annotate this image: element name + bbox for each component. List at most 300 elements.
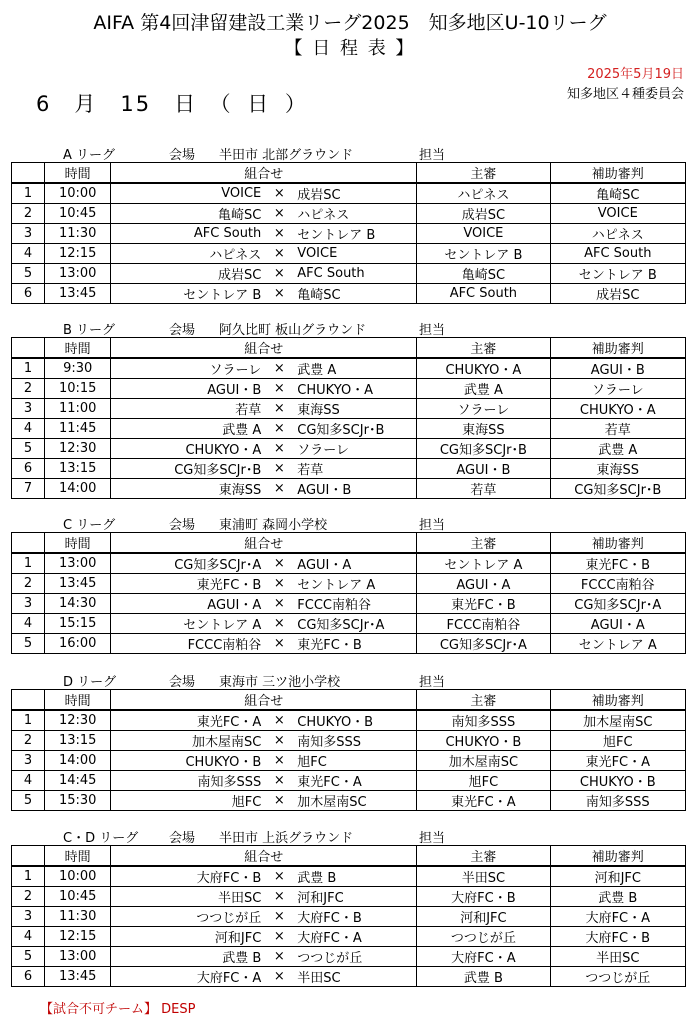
match-pairing — [111, 553, 417, 574]
match-pairing — [111, 771, 417, 791]
table-row — [12, 887, 686, 907]
assistant-team: 大府FC・B — [550, 927, 685, 947]
league-section — [11, 143, 686, 304]
match-time: 10:00 — [45, 183, 111, 204]
table-row — [12, 771, 686, 791]
match-number: 5 — [12, 947, 45, 967]
referee-team: セントレア B — [417, 244, 550, 264]
match-pairing — [111, 439, 417, 459]
table-row — [12, 224, 686, 244]
venue-label: 会場 — [169, 675, 196, 690]
referee-team: つつじが丘 — [417, 927, 550, 947]
assistant-team: 旭FC — [550, 731, 685, 751]
match-number: 2 — [12, 887, 45, 907]
table-row — [12, 907, 686, 927]
no-header — [12, 163, 45, 184]
match-number: 6 — [12, 459, 45, 479]
home-team: 武豊 A — [222, 423, 262, 438]
no-header — [12, 846, 45, 867]
versus-mark: × — [273, 596, 285, 611]
home-team: 南知多SSS — [197, 775, 262, 790]
away-team: AGUI・A — [297, 558, 352, 573]
schedule-table — [11, 532, 686, 654]
match-number: 5 — [12, 791, 45, 811]
venue-label: 会場 — [169, 518, 196, 533]
table-row — [12, 204, 686, 224]
referee-team: 東光FC・A — [417, 791, 550, 811]
match-pairing — [111, 183, 417, 204]
match-time: 15:30 — [45, 791, 111, 811]
versus-mark: × — [273, 421, 285, 436]
assistant-team: 成岩SC — [550, 284, 685, 304]
match-number: 4 — [12, 419, 45, 439]
away-team: VOICE — [297, 246, 338, 261]
referee-team: 東光FC・B — [417, 594, 550, 614]
home-team: セントレア A — [183, 618, 262, 633]
away-team: 成岩SC — [297, 188, 341, 203]
match-number: 3 — [12, 399, 45, 419]
versus-mark: × — [273, 401, 285, 416]
assistant-team: CG知多SCJr･B — [550, 479, 685, 499]
match-time: 16:00 — [45, 634, 111, 654]
referee-team: CG知多SCJr･A — [417, 634, 550, 654]
table-row — [12, 358, 686, 379]
assistant-header: 補助審判 — [550, 846, 685, 867]
away-team: CG知多SCJr･B — [297, 423, 385, 438]
venue-label: 会場 — [169, 148, 196, 163]
home-team: 加木屋南SC — [191, 735, 262, 750]
match-number: 3 — [12, 751, 45, 771]
match-pairing — [111, 399, 417, 419]
league-header — [11, 318, 686, 337]
match-pairing — [111, 224, 417, 244]
assistant-team: AFC South — [550, 244, 685, 264]
referee-team: CHUKYO・A — [417, 358, 550, 379]
match-time: 13:15 — [45, 731, 111, 751]
table-row — [12, 553, 686, 574]
venue-name: 阿久比町 板山グラウンド — [219, 323, 367, 338]
away-team: FCCC南粕谷 — [297, 598, 371, 613]
table-row — [12, 439, 686, 459]
referee-team: CG知多SCJr･B — [417, 439, 550, 459]
match-pairing — [111, 710, 417, 731]
league-name: B リーグ — [63, 323, 116, 338]
versus-mark: × — [273, 266, 285, 281]
match-pairing — [111, 751, 417, 771]
league-venue — [169, 514, 327, 533]
away-team: 南知多SSS — [297, 735, 362, 750]
match-time: 10:45 — [45, 204, 111, 224]
unavailable-teams-label: 【試合不可チーム】 — [40, 1002, 158, 1017]
referee-header: 主審 — [417, 846, 550, 867]
match-number: 4 — [12, 614, 45, 634]
home-team: 旭FC — [231, 795, 262, 810]
away-team: 河和JFC — [297, 891, 344, 906]
match-time: 11:00 — [45, 399, 111, 419]
assistant-team: VOICE — [550, 204, 685, 224]
versus-mark: × — [273, 361, 285, 376]
versus-mark: × — [273, 616, 285, 631]
table-header-row — [12, 690, 686, 711]
match-pairing — [111, 731, 417, 751]
match-pairing — [111, 574, 417, 594]
home-team: AGUI・B — [207, 383, 262, 398]
home-team: 半田SC — [217, 891, 262, 906]
match-number: 1 — [12, 553, 45, 574]
versus-mark: × — [273, 793, 285, 808]
match-number: 3 — [12, 224, 45, 244]
home-team: 東光FC・B — [196, 578, 262, 593]
time-header: 時間 — [45, 533, 111, 554]
away-team: 若草 — [297, 463, 324, 478]
home-team: CG知多SCJr･A — [174, 558, 262, 573]
table-row — [12, 459, 686, 479]
league-section — [11, 670, 686, 811]
table-row — [12, 927, 686, 947]
versus-mark: × — [273, 286, 285, 301]
versus-mark: × — [273, 576, 285, 591]
league-venue — [169, 671, 340, 690]
league-venue — [169, 827, 353, 846]
home-team: ソラーレ — [209, 363, 262, 378]
home-team: FCCC南粕谷 — [187, 638, 262, 653]
assistant-team: つつじが丘 — [550, 967, 685, 987]
referee-team: 武豊 A — [417, 379, 550, 399]
assistant-team: 若草 — [550, 419, 685, 439]
table-row — [12, 479, 686, 499]
referee-team: 半田SC — [417, 866, 550, 887]
match-time: 13:45 — [45, 574, 111, 594]
match-time: 12:15 — [45, 927, 111, 947]
home-team: 成岩SC — [217, 268, 262, 283]
league-venue — [169, 319, 366, 338]
league-header — [11, 670, 686, 689]
venue-label: 会場 — [169, 831, 196, 846]
versus-mark: × — [273, 889, 285, 904]
match-number: 4 — [12, 927, 45, 947]
time-header: 時間 — [45, 163, 111, 184]
match-time: 11:30 — [45, 907, 111, 927]
table-row — [12, 967, 686, 987]
match-time: 14:45 — [45, 771, 111, 791]
versus-mark: × — [273, 481, 285, 496]
charge-label: 担当 — [419, 148, 446, 163]
table-row — [12, 710, 686, 731]
referee-team: 成岩SC — [417, 204, 550, 224]
away-team: 半田SC — [297, 971, 341, 986]
match-time: 10:45 — [45, 887, 111, 907]
match-pairing — [111, 791, 417, 811]
home-team: CHUKYO・B — [185, 755, 262, 770]
league-venue — [169, 144, 353, 163]
table-row — [12, 731, 686, 751]
match-pairing — [111, 479, 417, 499]
referee-team: 河和JFC — [417, 907, 550, 927]
referee-team: 武豊 B — [417, 967, 550, 987]
match-time: 15:15 — [45, 614, 111, 634]
versus-mark: × — [273, 381, 285, 396]
assistant-team: 河和JFC — [550, 866, 685, 887]
versus-mark: × — [273, 246, 285, 261]
match-time: 12:15 — [45, 244, 111, 264]
assistant-header: 補助審判 — [550, 163, 685, 184]
time-header: 時間 — [45, 690, 111, 711]
versus-mark: × — [273, 969, 285, 984]
match-number: 5 — [12, 264, 45, 284]
away-team: CG知多SCJr･A — [297, 618, 385, 633]
versus-mark: × — [273, 441, 285, 456]
assistant-team: CG知多SCJr･A — [550, 594, 685, 614]
assistant-team: 武豊 A — [550, 439, 685, 459]
league-header — [11, 826, 686, 845]
match-pairing — [111, 594, 417, 614]
home-team: AFC South — [193, 226, 262, 241]
home-team: 亀崎SC — [217, 208, 262, 223]
match-time: 13:15 — [45, 459, 111, 479]
home-team: 若草 — [235, 403, 262, 418]
assistant-team: 半田SC — [550, 947, 685, 967]
league-name: A リーグ — [63, 148, 116, 163]
referee-team: 大府FC・A — [417, 947, 550, 967]
assistant-team: AGUI・A — [550, 614, 685, 634]
assistant-header: 補助審判 — [550, 533, 685, 554]
referee-team: ハピネス — [417, 183, 550, 204]
home-team: 東海SS — [218, 483, 262, 498]
league-header — [11, 513, 686, 532]
match-pairing — [111, 967, 417, 987]
referee-team: FCCC南粕谷 — [417, 614, 550, 634]
referee-team: セントレア A — [417, 553, 550, 574]
table-header-row — [12, 163, 686, 184]
assistant-team: ハピネス — [550, 224, 685, 244]
match-header: 組合せ — [111, 533, 417, 554]
match-number: 7 — [12, 479, 45, 499]
schedule-table — [11, 689, 686, 811]
league-section — [11, 318, 686, 499]
home-team: つつじが丘 — [196, 911, 262, 926]
match-number: 1 — [12, 866, 45, 887]
match-date: 6 月 15 日 （ 日 ） — [36, 92, 308, 116]
match-number: 1 — [12, 183, 45, 204]
table-row — [12, 574, 686, 594]
away-team: 東光FC・A — [297, 775, 362, 790]
committee-name: 知多地区４種委員会 — [566, 87, 684, 102]
away-team: 東海SS — [297, 403, 340, 418]
versus-mark: × — [273, 636, 285, 651]
match-number: 2 — [12, 574, 45, 594]
match-header: 組合せ — [111, 163, 417, 184]
away-team: 亀崎SC — [297, 288, 341, 303]
match-time: 12:30 — [45, 710, 111, 731]
match-time: 13:00 — [45, 947, 111, 967]
match-number: 1 — [12, 358, 45, 379]
match-time: 9:30 — [45, 358, 111, 379]
league-name: C・D リーグ — [63, 831, 139, 846]
home-team: CHUKYO・A — [185, 443, 262, 458]
assistant-team: セントレア B — [550, 264, 685, 284]
table-row — [12, 866, 686, 887]
home-team: セントレア B — [183, 288, 262, 303]
no-header — [12, 690, 45, 711]
match-number: 2 — [12, 379, 45, 399]
home-team: VOICE — [221, 186, 262, 201]
versus-mark: × — [273, 713, 285, 728]
table-row — [12, 594, 686, 614]
match-pairing — [111, 614, 417, 634]
home-team: CG知多SCJr･B — [174, 463, 262, 478]
document-subtitle: 【 日 程 表 】 — [284, 38, 416, 59]
away-team: つつじが丘 — [297, 951, 363, 966]
venue-name: 東浦町 森岡小学校 — [219, 518, 328, 533]
away-team: ソラーレ — [297, 443, 350, 458]
match-time: 10:15 — [45, 379, 111, 399]
away-team: CHUKYO・B — [297, 715, 374, 730]
versus-mark: × — [273, 733, 285, 748]
match-number: 2 — [12, 204, 45, 224]
referee-team: AGUI・A — [417, 574, 550, 594]
match-number: 3 — [12, 594, 45, 614]
home-team: 大府FC・A — [196, 971, 262, 986]
versus-mark: × — [273, 186, 285, 201]
no-header — [12, 533, 45, 554]
issue-date: 2025年5月19日 — [587, 67, 684, 82]
away-team: AGUI・B — [297, 483, 352, 498]
match-time: 11:30 — [45, 224, 111, 244]
match-pairing — [111, 204, 417, 224]
referee-team: 南知多SSS — [417, 710, 550, 731]
table-row — [12, 419, 686, 439]
time-header: 時間 — [45, 846, 111, 867]
home-team: 河和JFC — [214, 931, 262, 946]
document-title: AIFA 第4回津留建設工業リーグ2025 知多地区U-10リーグ — [93, 12, 607, 34]
match-time: 14:00 — [45, 479, 111, 499]
referee-team: AFC South — [417, 284, 550, 304]
assistant-team: ソラーレ — [550, 379, 685, 399]
versus-mark: × — [273, 773, 285, 788]
match-header: 組合せ — [111, 338, 417, 359]
referee-team: 東海SS — [417, 419, 550, 439]
away-team: 大府FC・A — [297, 931, 362, 946]
match-pairing — [111, 244, 417, 264]
match-time: 10:00 — [45, 866, 111, 887]
match-number: 2 — [12, 731, 45, 751]
referee-team: VOICE — [417, 224, 550, 244]
match-number: 4 — [12, 771, 45, 791]
unavailable-teams — [40, 998, 195, 1017]
table-row — [12, 791, 686, 811]
versus-mark: × — [273, 949, 285, 964]
referee-header: 主審 — [417, 690, 550, 711]
assistant-team: 南知多SSS — [550, 791, 685, 811]
match-pairing — [111, 284, 417, 304]
table-header-row — [12, 533, 686, 554]
assistant-team: AGUI・B — [550, 358, 685, 379]
referee-header: 主審 — [417, 163, 550, 184]
assistant-team: 亀崎SC — [550, 183, 685, 204]
away-team: AFC South — [297, 266, 365, 281]
match-pairing — [111, 264, 417, 284]
table-row — [12, 284, 686, 304]
venue-name: 半田市 上浜グラウンド — [219, 831, 354, 846]
match-pairing — [111, 887, 417, 907]
assistant-team: 武豊 B — [550, 887, 685, 907]
assistant-team: 東海SS — [550, 459, 685, 479]
league-section — [11, 826, 686, 987]
table-row — [12, 379, 686, 399]
venue-label: 会場 — [169, 323, 196, 338]
assistant-team: 東光FC・B — [550, 553, 685, 574]
assistant-team: 加木屋南SC — [550, 710, 685, 731]
charge-label: 担当 — [419, 518, 446, 533]
referee-header: 主審 — [417, 338, 550, 359]
versus-mark: × — [273, 461, 285, 476]
away-team: CHUKYO・A — [297, 383, 374, 398]
match-pairing — [111, 358, 417, 379]
away-team: 武豊 A — [297, 363, 337, 378]
table-row — [12, 244, 686, 264]
versus-mark: × — [273, 929, 285, 944]
referee-header: 主審 — [417, 533, 550, 554]
assistant-header: 補助審判 — [550, 338, 685, 359]
away-team: 大府FC・B — [297, 911, 362, 926]
home-team: ハピネス — [209, 248, 262, 263]
home-team: 東光FC・A — [196, 715, 262, 730]
versus-mark: × — [273, 753, 285, 768]
no-header — [12, 338, 45, 359]
away-team: 旭FC — [297, 755, 327, 770]
home-team: 大府FC・B — [196, 871, 262, 886]
versus-mark: × — [273, 869, 285, 884]
table-row — [12, 634, 686, 654]
away-team: ハピネス — [297, 208, 350, 223]
match-time: 13:00 — [45, 264, 111, 284]
match-pairing — [111, 634, 417, 654]
referee-team: 加木屋南SC — [417, 751, 550, 771]
time-header: 時間 — [45, 338, 111, 359]
charge-label: 担当 — [419, 831, 446, 846]
away-team: 加木屋南SC — [297, 795, 367, 810]
match-header: 組合せ — [111, 846, 417, 867]
league-name: D リーグ — [63, 675, 117, 690]
table-header-row — [12, 846, 686, 867]
versus-mark: × — [273, 226, 285, 241]
table-row — [12, 183, 686, 204]
match-number: 3 — [12, 907, 45, 927]
referee-team: 亀崎SC — [417, 264, 550, 284]
assistant-team: CHUKYO・A — [550, 399, 685, 419]
referee-team: 旭FC — [417, 771, 550, 791]
match-time: 11:45 — [45, 419, 111, 439]
versus-mark: × — [273, 206, 285, 221]
table-row — [12, 399, 686, 419]
referee-team: AGUI・B — [417, 459, 550, 479]
away-team: セントレア A — [297, 578, 376, 593]
referee-team: CHUKYO・B — [417, 731, 550, 751]
assistant-team: セントレア A — [550, 634, 685, 654]
schedule-table — [11, 162, 686, 304]
match-pairing — [111, 907, 417, 927]
match-pairing — [111, 379, 417, 399]
match-number: 6 — [12, 284, 45, 304]
assistant-team: FCCC南粕谷 — [550, 574, 685, 594]
home-team: AGUI・A — [207, 598, 262, 613]
unavailable-teams-list: DESP — [161, 1002, 196, 1017]
assistant-team: 東光FC・A — [550, 751, 685, 771]
schedule-table — [11, 845, 686, 987]
schedule-table — [11, 337, 686, 499]
table-row — [12, 264, 686, 284]
home-team: 武豊 B — [222, 951, 262, 966]
